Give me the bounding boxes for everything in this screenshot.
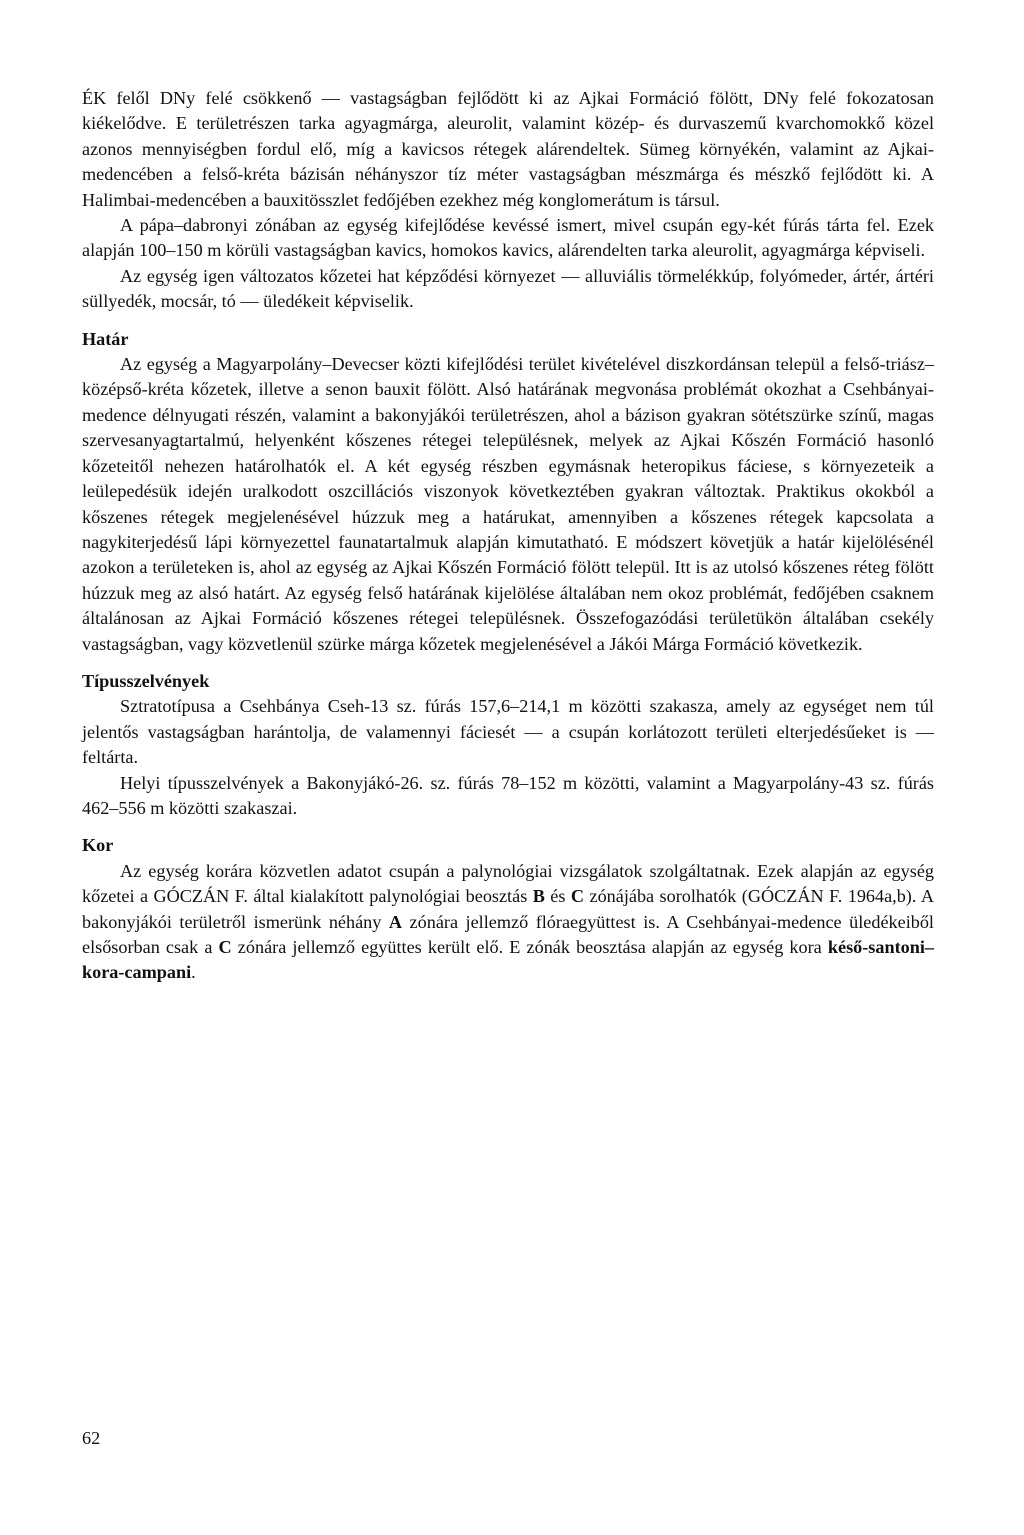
intro-paragraph-2: A pápa–dabronyi zónában az egység kifejlődése kevéssé ismert, mivel csupán egy-két fúrás tárta fel. Ezek alapján 100–150 m körüli vastagságban kavics, homokos kavics, alárendelten tarka aleurolit, agyagmárga képviseli.: [82, 215, 934, 261]
kor-text-5: zónára jellemző együttes került elő. E zónák beosztása alapján az egység kora: [231, 937, 828, 957]
kor-text-4: zónára jellemző flóraegyüttest is. A Csehbányai-medence üledékeiből elsősorban csak a: [82, 911, 934, 957]
kor-bold-c-2: C: [218, 937, 232, 957]
kor-text-1: Az egység korára közvetlen adatot csupán a palynológiai vizsgálatok szolgáltatnak. Ezek alapján az egység kőzetei a GÓCZÁN F. által kialakított palynológiai beosztás: [82, 860, 934, 907]
kor-paragraph-1: [82, 859, 934, 986]
kor-bold-a: A: [388, 911, 403, 932]
page-content: [82, 86, 934, 986]
tipusszelvenyek-paragraph-1: Sztratotípusa a Csehbánya Cseh-13 sz. fúrás 157,6–214,1 m közötti szakasza, amely az egységet nem túl jelentős vastagságban harántolja, de valamennyi fáciesét — a csupán korlátozott területi elterjedésűeket is — feltárta.: [82, 696, 934, 768]
intro-paragraph-1: ÉK felől DNy felé csökkenő — vastagságban fejlődött ki az Ajkai Formáció fölött, DNy felé fokozatosan kiékelődve. E területrészen tarka agyagmárga, aleurolit, valamint közép- és durvaszemű kvarchomokkő közel azonos mennyiségben fordul elő, míg a kavicsos rétegek alárendeltek. Sümeg környékén, valamint az Ajkai-medencében a felső-kréta bázisán néhányszor tíz méter vastagságban mészmárga és mészkő fejlődött ki. A Halimbai-medencében a bauxitösszlet fedőjében ezekhez még konglomerátum is társul.: [82, 88, 934, 210]
kor-text-2: és: [544, 886, 571, 907]
page-number: 62: [82, 1428, 101, 1448]
kor-bold-b: B: [532, 886, 545, 907]
section-heading-hatar: Határ: [82, 328, 129, 349]
kor-bold-age: késő-santoni–kora-campani: [82, 937, 934, 983]
kor-text-3: zónájába sorolhatók (GÓCZÁN F. 1964a,b). A bakonyjákói területről ismerünk néhány: [82, 886, 934, 932]
hatar-paragraph-1: Az egység a Magyarpolány–Devecser közti kifejlődési terület kivételével diszkordánsan települ a felső-triász–középső-kréta kőzetek, illetve a senon bauxit fölött. Alsó határának megvonása problémát okozhat a Csehbányai-medence délnyugati részén, valamint a bakonyjákói területrészen, ahol a bázison gyakran sötétszürke színű, magas szervesanyagtartalmú, helyenként kőszenes rétegei településnek, melyek az Ajkai Kőszén Formáció hasonló kőzeteitől nehezen határolhatók el. A két egység részben egymásnak heteropikus fáciese, s környezeteik a leülepedésük idején uralkodott oszcillációs viszonyok következtében gyakran változtak. Praktikus okokból a kőszenes rétegek megjelenésével húzzuk meg a határukat, amennyiben a kőszenes rétegek kapcsolata a nagykiterjedésű lápi környezettel faunatartalmuk alapján kimutatható. E módszert követjük a határ kijelölésénél azokon a területeken is, ahol az egység az Ajkai Kőszén Formáció fölött települ. Itt is az utolsó kőszenes réteg fölött húzzuk meg az alsó határt. Az egység felső határának kijelölése általában nem okoz problémát, fedőjében csaknem általánosan az Ajkai Formáció kőszenes rétegei településnek. Összefogazódási területükön általában csekély vastagságban, vagy közvetlenül szürke márga kőzetek megjelenésével a Jákói Márga Formáció következik.: [82, 354, 934, 654]
section-heading-tipusszelvenyek: Típusszelvények: [82, 670, 210, 691]
tipusszelvenyek-paragraph-2: Helyi típusszelvények a Bakonyjákó-26. sz. fúrás 78–152 m közötti, valamint a Magyarpolány-43 sz. fúrás 462–556 m közötti szakaszai.: [82, 772, 934, 818]
section-heading-kor: Kor: [82, 835, 114, 856]
intro-paragraph-3: Az egység igen változatos kőzetei hat képződési környezet — alluviális törmelékkúp, folyómeder, ártér, ártéri süllyedék, mocsár, tó — üledékeit képviselik.: [82, 265, 934, 312]
kor-text-6: .: [191, 962, 196, 983]
kor-bold-c: C: [570, 886, 585, 907]
